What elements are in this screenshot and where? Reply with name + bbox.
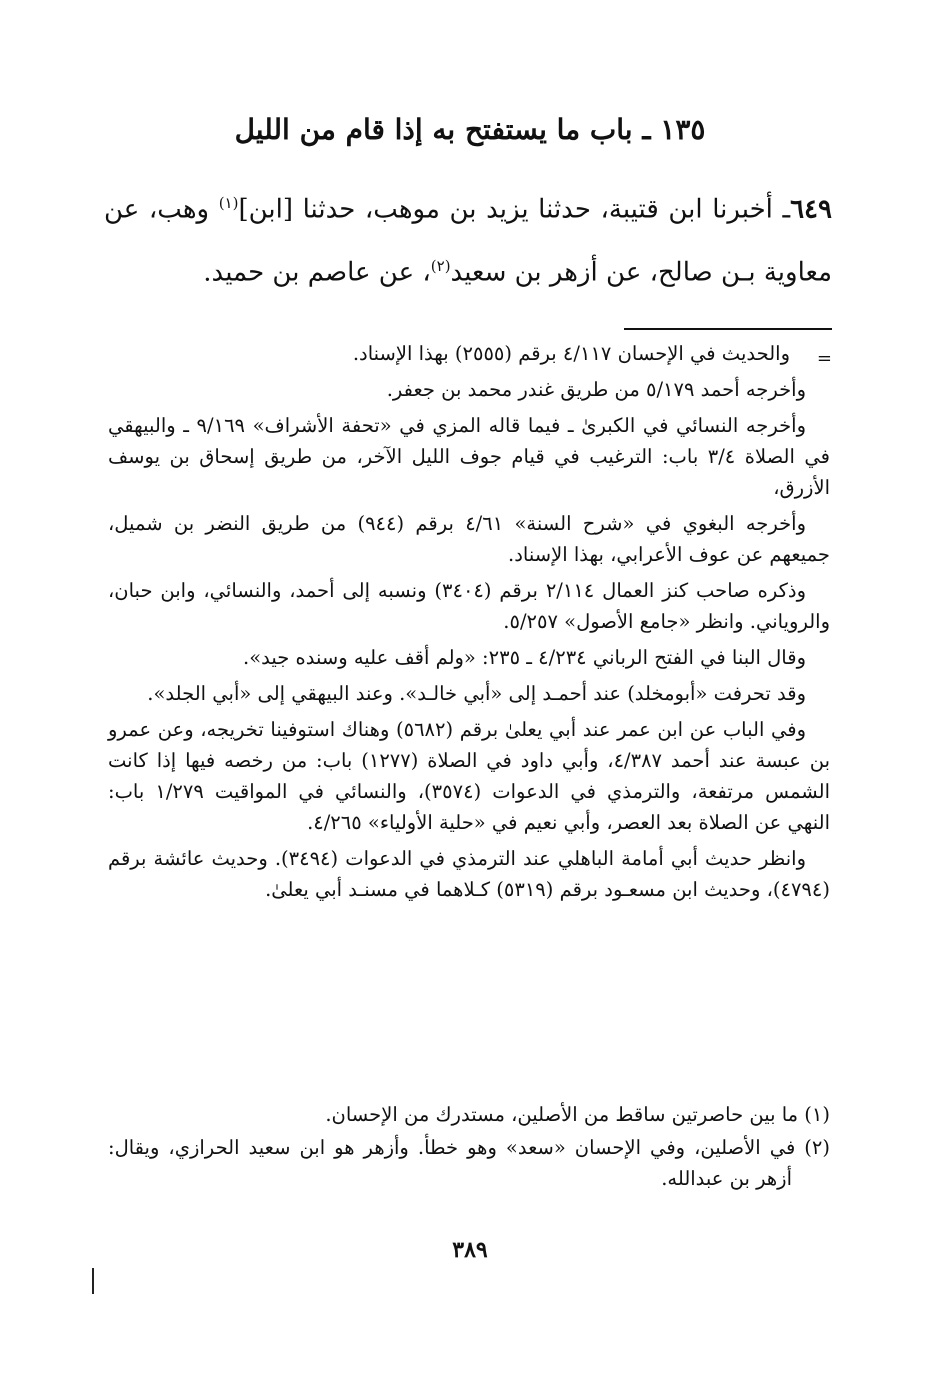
hadith-text-part-3: ، عن عاصم بن حميد. (203, 257, 431, 288)
hadith-text-part-1: ـ أخبرنا ابن قتيبة، حدثنا يزيد بن موهب، حدثنا [ابن] (238, 194, 791, 225)
note-paragraph: وأخرجه النسائي في الكبرىٰ ـ فيما قاله المزي في «تحفة الأشراف» ٩/١٦٩ ـ والبيهقي في الصلاة ٣/٤ باب: الترغيب في قيام جوف الليل الآخر، من طريق إسحاق بن يوسف الأزرق، (108, 414, 830, 499)
margin-mark (92, 1268, 94, 1294)
commentary-notes (108, 338, 830, 910)
note-paragraph: وانظر حديث أبي أمامة الباهلي عند الترمذي في الدعوات (٣٤٩٤). وحديث عائشة برقم (٤٧٩٤)، وحديث ابن مسعـود برقم (٥٣١٩) كـلاهما في مسنـد أبي يعلىٰ. (108, 847, 830, 901)
hadith-text (104, 175, 832, 300)
footnote-separator (624, 328, 832, 330)
continuation-mark: = (816, 348, 832, 369)
note-paragraph: وذكره صاحب كنز العمال ٢/١١٤ برقم (٣٤٠٤) ونسبه إلى أحمد، والنسائي، وابن حبان، والروياني. وانظر «جامع الأصول» ٥/٢٥٧. (108, 579, 830, 633)
hadith-number: ٦٤٩ (790, 194, 832, 225)
hadith-text-part-2: وهب، عن معاوية بـن صالح، عن أزهر بن سعيد (104, 194, 832, 288)
note-paragraph: وأخرجه أحمد ٥/١٧٩ من طريق غندر محمد بن جعفر. (386, 378, 806, 401)
footnote-ref-1: (١) (218, 194, 239, 212)
chapter-title: ١٣٥ ـ باب ما يستفتح به إذا قام من الليل (234, 113, 706, 146)
note-paragraph: والحديث في الإحسان ٤/١١٧ برقم (٢٥٥٥) بهذا الإسناد. (352, 342, 790, 365)
note-paragraph: وقد تحرفت «أبومخلد) عند أحمـد إلى «أبي خالـد». وعند البيهقي إلى «أبي الجلد». (147, 682, 806, 705)
footnotes (108, 1099, 830, 1196)
page-number: ٣٨٩ (452, 1237, 488, 1263)
footnote-ref-2: (٢) (430, 256, 451, 275)
note-paragraph: وقال البنا في الفتح الرباني ٤/٢٣٤ ـ ٢٣٥: «ولم أقف عليه وسنده جيد». (243, 646, 806, 669)
footnote-1: (١) ما بين حاصرتين ساقط من الأصلين، مستدرك من الإحسان. (325, 1103, 830, 1126)
note-paragraph: وأخرجه البغوي في «شرح السنة» ٤/٦١ برقم (٩٤٤) من طريق النضر بن شميل، جميعهم عن عوف الأعرابي، بهذا الإسناد. (108, 512, 830, 566)
footnote-2: (٢) في الأصلين، وفي الإحسان «سعد» وهو خطأ. وأزهر هو ابن سعيد الحرازي، ويقال: أزهر بن عبدالله. (108, 1136, 830, 1190)
note-paragraph: وفي الباب عن ابن عمر عند أبي يعلىٰ برقم (٥٦٨٢) وهناك استوفينا تخريجه، وعن عمرو بن عبسة عند أحمد ٤/٣٨٧، وأبي داود في الصلاة (١٢٧٧) باب: من رخصه فيها إذا كانت الشمس مرتفعة، والترمذي في الدعوات (٣٥٧٤)، والنسائي في المواقيت ١/٢٧٩ باب: النهي عن الصلاة بعد العصر، وأبي نعيم في «حلية الأولياء» ٤/٢٦٥. (108, 718, 830, 834)
